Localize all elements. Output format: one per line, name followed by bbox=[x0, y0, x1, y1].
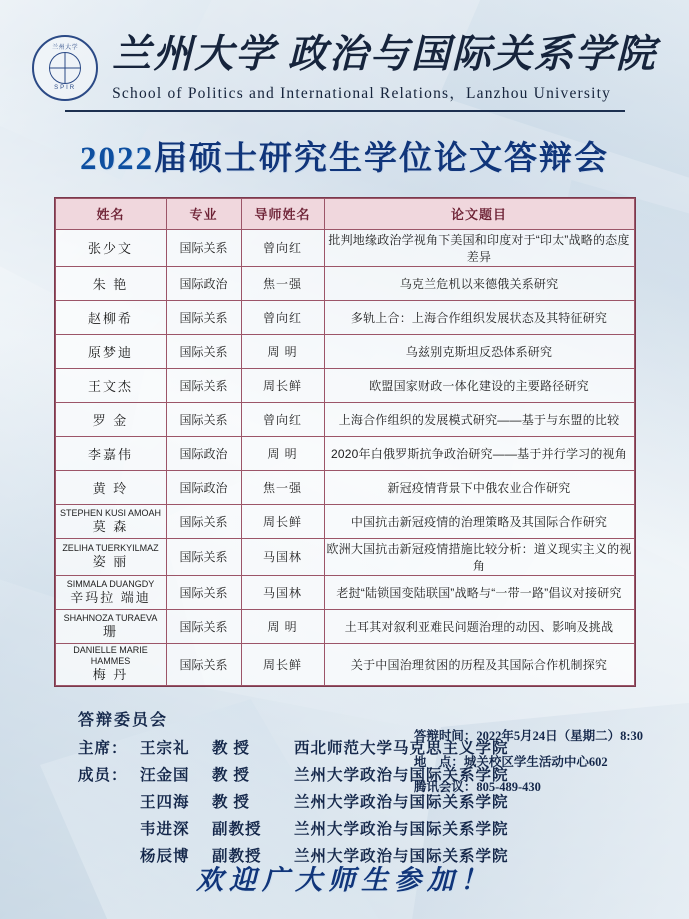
cell-name-latin: ZELIHA TUERKYILMAZ bbox=[62, 543, 159, 554]
seal-bottom-text: SPIR bbox=[54, 85, 77, 92]
cell-topic: 多轨上合：上海合作组织发展状态及其特征研究 bbox=[324, 300, 634, 334]
committee-person: 王四海 bbox=[140, 793, 190, 811]
cell-major: 国际关系 bbox=[166, 229, 241, 266]
meta-meeting-id: 腾讯会议：805-489-430 bbox=[413, 780, 541, 795]
cell-name: 朱 艳 bbox=[55, 266, 166, 300]
cell-topic: 乌兹别克斯坦反恐体系研究 bbox=[324, 334, 634, 368]
committee-role: 主席： bbox=[78, 739, 128, 757]
meta-time: 答辩时间：2022年5月24日（星期二）8:30 bbox=[413, 729, 643, 744]
header-divider bbox=[65, 110, 625, 112]
table-row bbox=[55, 402, 634, 436]
poster-header bbox=[0, 0, 689, 103]
school-name-block bbox=[112, 34, 657, 103]
column-header-name: 姓名 bbox=[55, 198, 166, 229]
school-name-english: School of Politics and International Relations，Lanzhou University bbox=[112, 84, 612, 102]
table-row bbox=[55, 436, 634, 470]
cell-advisor: 焦一强 bbox=[241, 470, 324, 504]
cell-name: 罗 金 bbox=[55, 402, 166, 436]
cell-name-chinese: 珊 bbox=[102, 623, 118, 639]
cell-major: 国际关系 bbox=[166, 575, 241, 609]
cell-name bbox=[55, 538, 166, 575]
cell-name-chinese: 辛玛拉 端迪 bbox=[70, 589, 151, 605]
university-seal-icon bbox=[32, 35, 98, 101]
globe-icon bbox=[49, 52, 81, 84]
committee-rank: 副教授 bbox=[212, 820, 262, 838]
committee-person: 韦进深 bbox=[140, 820, 190, 838]
cell-major: 国际关系 bbox=[166, 504, 241, 538]
committee-rank: 教 授 bbox=[212, 766, 250, 784]
cell-name bbox=[55, 504, 166, 538]
cell-name bbox=[55, 609, 166, 643]
cell-major: 国际关系 bbox=[166, 402, 241, 436]
cell-name-chinese: 梅 丹 bbox=[92, 667, 129, 683]
column-header-topic: 论文题目 bbox=[324, 198, 634, 229]
cell-advisor: 曾向红 bbox=[241, 229, 324, 266]
cell-name: 赵柳希 bbox=[55, 300, 166, 334]
cell-topic: 批判地缘政治学视角下美国和印度对于“印太”战略的态度差异 bbox=[324, 229, 634, 266]
cell-major: 国际关系 bbox=[166, 643, 241, 685]
cell-name: 张少文 bbox=[55, 229, 166, 266]
committee-org: 西北师范大学马克思主义学院 bbox=[294, 739, 509, 757]
cell-advisor: 周长鲜 bbox=[241, 643, 324, 685]
table-body bbox=[55, 229, 634, 685]
cell-topic: 欧盟国家财政一体化建设的主要路径研究 bbox=[324, 368, 634, 402]
table-row bbox=[55, 334, 634, 368]
cell-advisor: 马国林 bbox=[241, 538, 324, 575]
cell-name bbox=[55, 643, 166, 685]
defense-meta bbox=[414, 724, 643, 801]
cell-topic: 关于中国治理贫困的历程及其国际合作机制探究 bbox=[324, 643, 634, 685]
cell-topic: 老挝“陆锁国变陆联国”战略与“一带一路”倡议对接研究 bbox=[324, 575, 634, 609]
meta-place: 地 点：城关校区学生活动中心602 bbox=[413, 754, 608, 769]
table-row bbox=[55, 504, 634, 538]
cell-topic: 中国抗击新冠疫情的治理策略及其国际合作研究 bbox=[324, 504, 634, 538]
cell-advisor: 周 明 bbox=[241, 609, 324, 643]
cell-advisor: 曾向红 bbox=[241, 300, 324, 334]
cell-major: 国际关系 bbox=[166, 334, 241, 368]
cell-name: 原梦迪 bbox=[55, 334, 166, 368]
cell-name-chinese: 姿 丽 bbox=[92, 554, 129, 570]
cell-topic: 土耳其对叙利亚难民问题治理的动因、影响及挑战 bbox=[324, 609, 634, 643]
cell-name-latin: STEPHEN KUSI AMOAH bbox=[59, 507, 162, 518]
cell-advisor: 马国林 bbox=[241, 575, 324, 609]
committee-row bbox=[78, 817, 689, 844]
cell-advisor: 焦一强 bbox=[241, 266, 324, 300]
cell-topic: 上海合作组织的发展模式研究——基于与东盟的比较 bbox=[324, 402, 634, 436]
cell-advisor: 周长鲜 bbox=[241, 504, 324, 538]
committee-org: 兰州大学政治与国际关系学院 bbox=[294, 847, 509, 865]
cell-name-latin: SHAHNOZA TURAEVA bbox=[63, 612, 158, 623]
committee-rank: 教 授 bbox=[212, 793, 250, 811]
committee-rank: 副教授 bbox=[212, 847, 262, 865]
table-row bbox=[55, 470, 634, 504]
committee-rank: 教 授 bbox=[212, 739, 250, 757]
defense-table bbox=[55, 198, 635, 686]
committee-org: 兰州大学政治与国际关系学院 bbox=[294, 766, 509, 784]
cell-topic: 新冠疫情背景下中俄农业合作研究 bbox=[324, 470, 634, 504]
cell-topic: 乌克兰危机以来德俄关系研究 bbox=[324, 266, 634, 300]
seal-top-text: 兰州大学 bbox=[52, 44, 79, 51]
title-year: 2022 bbox=[80, 140, 154, 177]
table-row bbox=[55, 266, 634, 300]
page-title bbox=[0, 132, 689, 179]
school-name-chinese: 兰州大学 政治与国际关系学院 bbox=[112, 33, 657, 76]
table-row bbox=[55, 368, 634, 402]
cell-advisor: 周 明 bbox=[241, 334, 324, 368]
cell-name-latin: SIMMALA DUANGDY bbox=[66, 578, 155, 589]
cell-name: 王文杰 bbox=[55, 368, 166, 402]
committee-person: 汪金国 bbox=[140, 766, 190, 784]
table-row bbox=[55, 643, 634, 685]
committee-org: 兰州大学政治与国际关系学院 bbox=[294, 820, 509, 838]
cell-name: 黄 玲 bbox=[55, 470, 166, 504]
table-header-row bbox=[55, 198, 634, 229]
cell-advisor: 曾向红 bbox=[241, 402, 324, 436]
cell-name-latin: DANIELLE MARIE HAMMES bbox=[73, 644, 148, 667]
cell-major: 国际政治 bbox=[166, 436, 241, 470]
table-row bbox=[55, 300, 634, 334]
table-row bbox=[55, 575, 634, 609]
cell-topic: 欧洲大国抗击新冠疫情措施比较分析：道义现实主义的视角 bbox=[324, 538, 634, 575]
cell-major: 国际关系 bbox=[166, 538, 241, 575]
column-header-advisor: 导师姓名 bbox=[241, 198, 324, 229]
cell-name: 李嘉伟 bbox=[55, 436, 166, 470]
table-row bbox=[55, 609, 634, 643]
table-row bbox=[55, 538, 634, 575]
cell-major: 国际关系 bbox=[166, 609, 241, 643]
cell-topic: 2020年白俄罗斯抗争政治研究——基于并行学习的视角 bbox=[324, 436, 634, 470]
cell-major: 国际政治 bbox=[166, 470, 241, 504]
welcome-banner: 欢迎广大师生参加！ bbox=[196, 865, 493, 895]
cell-major: 国际关系 bbox=[166, 368, 241, 402]
committee-person: 杨辰博 bbox=[140, 847, 190, 865]
cell-major: 国际政治 bbox=[166, 266, 241, 300]
column-header-major: 专业 bbox=[166, 198, 241, 229]
defense-table-wrapper bbox=[54, 197, 636, 687]
cell-advisor: 周长鲜 bbox=[241, 368, 324, 402]
committee-role: 成员： bbox=[78, 766, 128, 784]
table-row bbox=[55, 229, 634, 266]
cell-major: 国际关系 bbox=[166, 300, 241, 334]
cell-advisor: 周 明 bbox=[241, 436, 324, 470]
committee-org: 兰州大学政治与国际关系学院 bbox=[294, 793, 509, 811]
title-rest: 届硕士研究生学位论文答辩会 bbox=[154, 140, 609, 177]
committee-heading: 答辩委员会 bbox=[78, 711, 169, 729]
cell-name bbox=[55, 575, 166, 609]
cell-name-chinese: 莫 森 bbox=[92, 518, 129, 534]
committee-person: 王宗礼 bbox=[140, 739, 190, 757]
